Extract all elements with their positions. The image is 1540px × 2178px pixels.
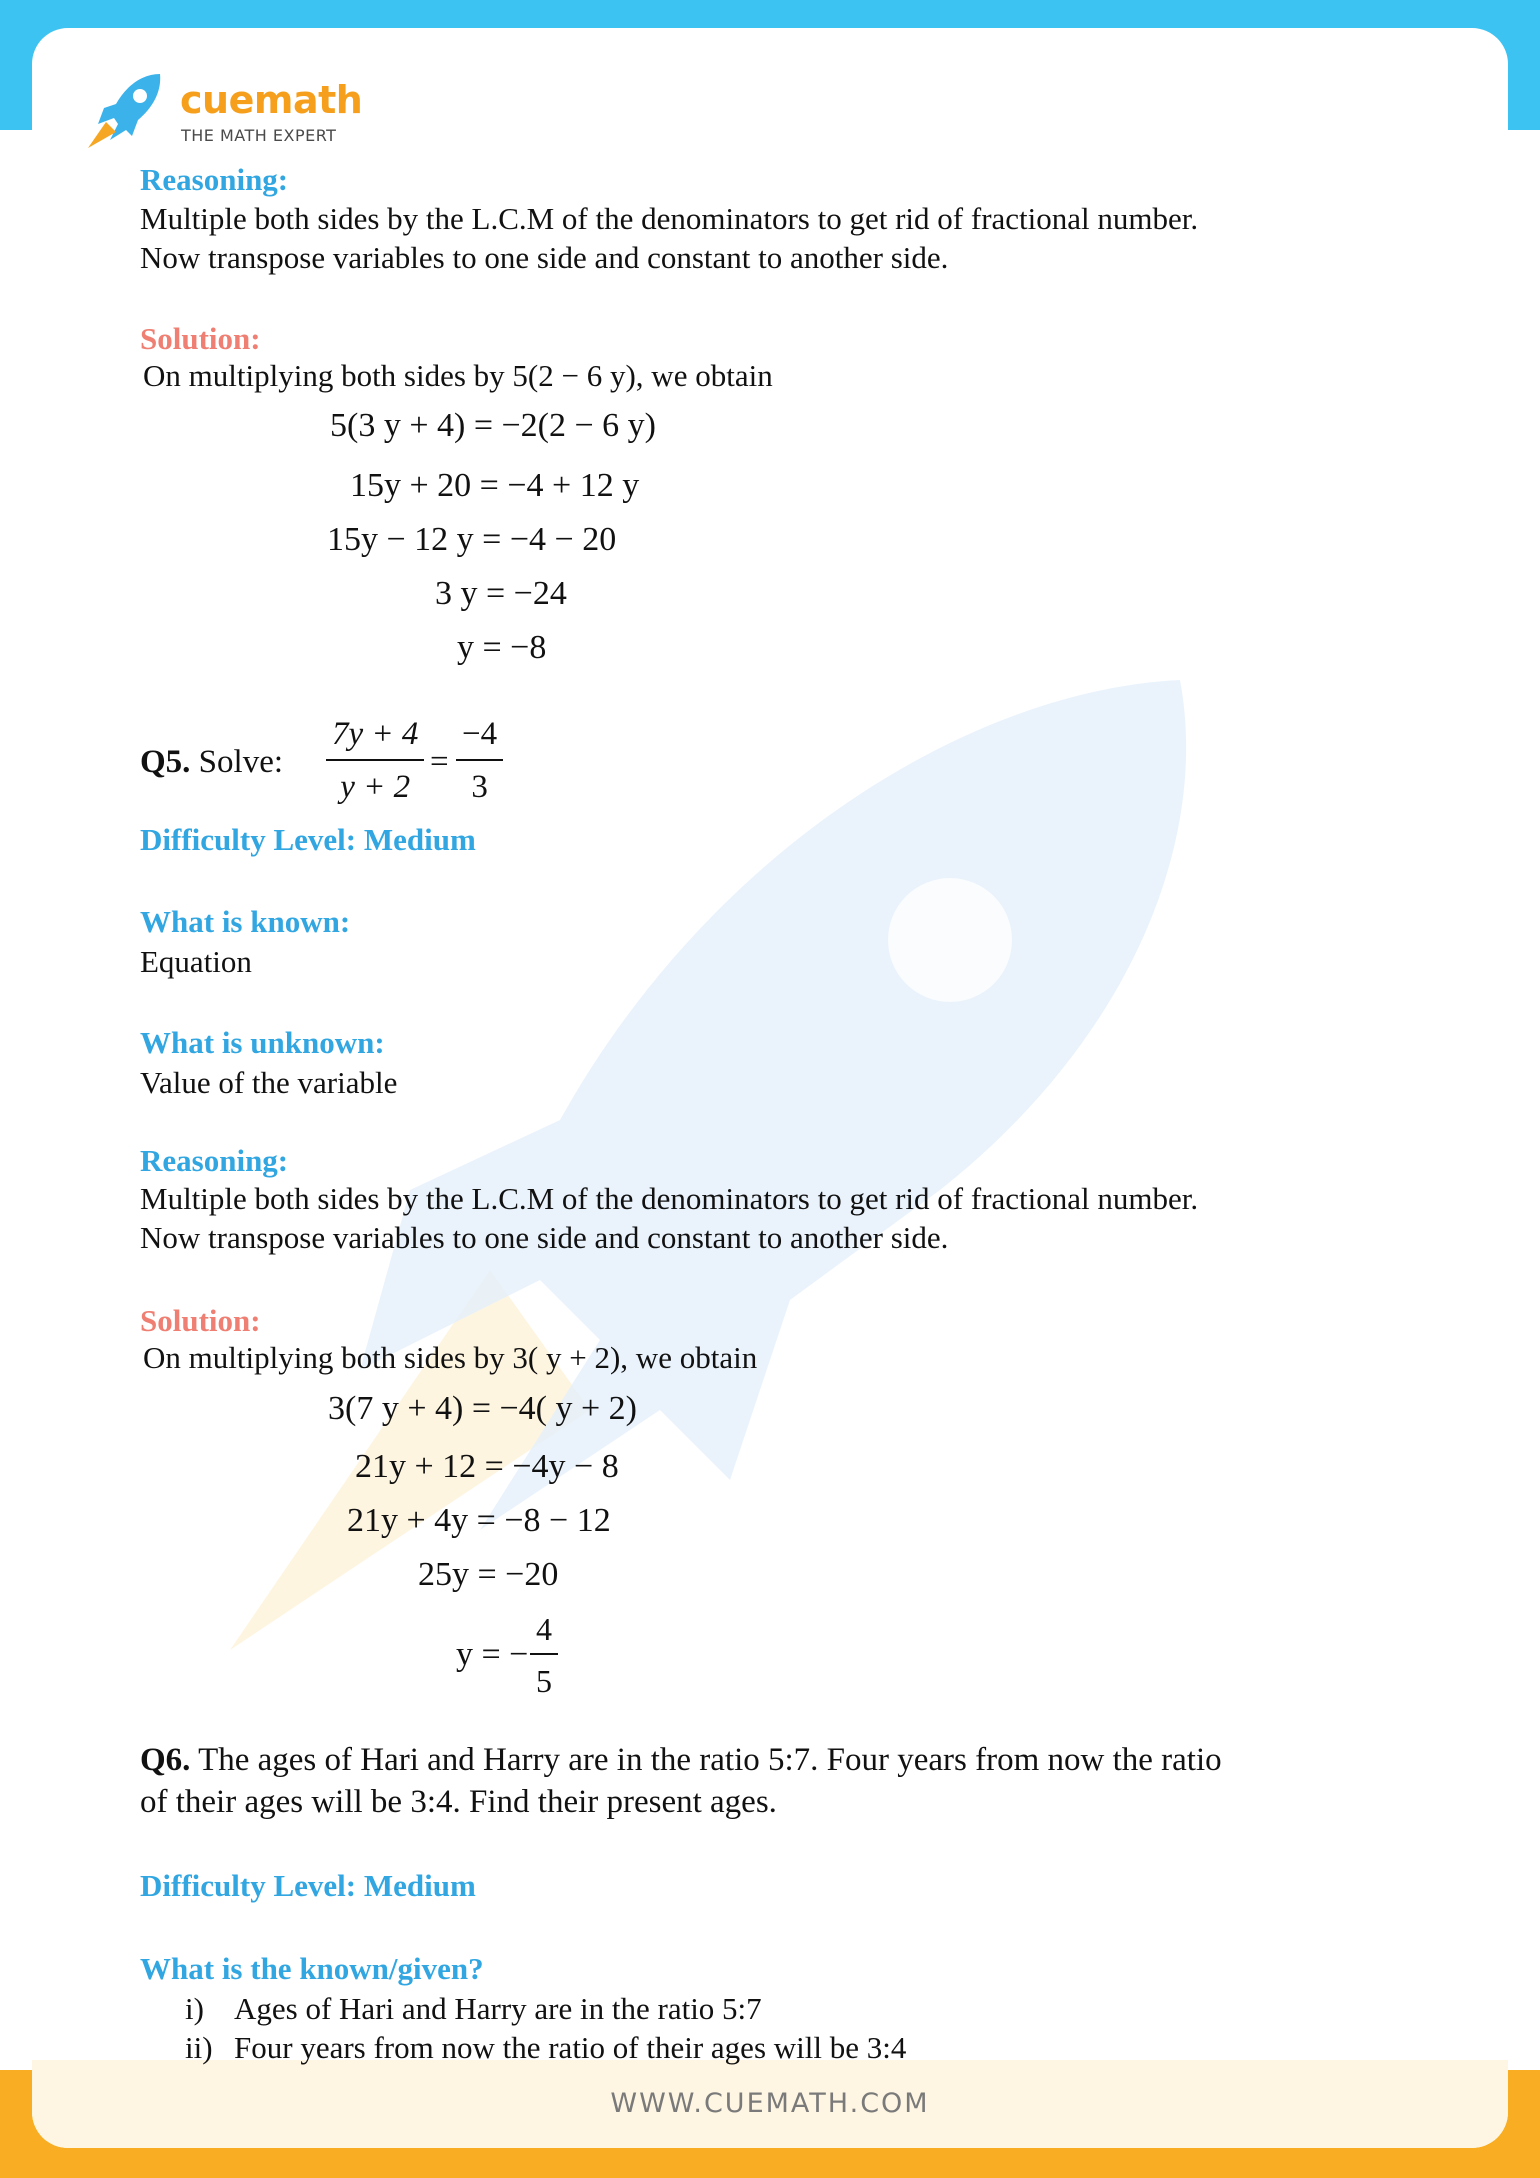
fraction-denominator: y + 2 xyxy=(340,769,411,805)
equation-step: 21y + 12 = −4y − 8 xyxy=(355,1448,619,1485)
equation-step: 25y = −20 xyxy=(418,1556,559,1593)
footer-url[interactable]: WWW.CUEMATH.COM xyxy=(610,2088,930,2119)
question-number: Q6. xyxy=(140,1742,191,1778)
fraction-numerator: 7y + 4 xyxy=(332,716,419,752)
fraction-denominator: 3 xyxy=(471,769,488,805)
equation-step: 3 y = −24 xyxy=(435,575,567,612)
reasoning-heading: Reasoning: xyxy=(140,162,289,197)
equation-step: 15y + 20 = −4 + 12 y xyxy=(350,467,640,504)
result-fraction xyxy=(530,1613,558,1697)
reasoning-text: Now transpose variables to one side and constant to another side. xyxy=(140,1220,949,1255)
question-q5 xyxy=(140,746,283,779)
question-q6 xyxy=(140,1744,1222,1777)
fraction-numerator: 4 xyxy=(536,1611,552,1647)
question-prompt: Solve: xyxy=(198,744,284,780)
fraction-numerator: −4 xyxy=(462,716,498,752)
rhs-fraction xyxy=(456,718,503,804)
list-item: Ages of Hari and Harry are in the ratio 5:7 xyxy=(234,1991,762,2026)
reasoning-text: Multiple both sides by the L.C.M of the denominators to get rid of fractional number. xyxy=(140,201,1199,236)
reasoning-heading: Reasoning: xyxy=(140,1143,289,1178)
reasoning-text: Multiple both sides by the L.C.M of the denominators to get rid of fractional number. xyxy=(140,1181,1199,1216)
question-text: of their ages will be 3:4. Find their present ages. xyxy=(140,1784,777,1820)
equation-step: 21y + 4y = −8 − 12 xyxy=(347,1502,611,1539)
brand-name: cuemath xyxy=(180,78,363,122)
known-heading: What is known: xyxy=(140,904,351,939)
solution-heading: Solution: xyxy=(140,321,261,356)
solution-intro: On multiplying both sides by 5(2 − 6 y), we obtain xyxy=(143,358,773,393)
solution-intro: On multiplying both sides by 3( y + 2), we obtain xyxy=(143,1340,758,1375)
list-item-number: ii) xyxy=(185,2030,213,2065)
solution-heading: Solution: xyxy=(140,1303,261,1338)
known-heading: What is the known/given? xyxy=(140,1951,484,1986)
question-text: The ages of Hari and Harry are in the ratio 5:7. Four years from now the ratio xyxy=(198,1742,1222,1778)
unknown-text: Value of the variable xyxy=(140,1065,398,1100)
question-number: Q5. xyxy=(140,744,191,780)
unknown-heading: What is unknown: xyxy=(140,1025,385,1060)
fraction-denominator: 5 xyxy=(536,1663,552,1699)
reasoning-text: Now transpose variables to one side and constant to another side. xyxy=(140,240,949,275)
equals-sign: = xyxy=(430,744,449,780)
equation-step: 15y − 12 y = −4 − 20 xyxy=(327,521,617,558)
equation-step: 5(3 y + 4) = −2(2 − 6 y) xyxy=(330,407,656,444)
brand-tagline: THE MATH EXPERT xyxy=(181,126,337,145)
known-text: Equation xyxy=(140,944,252,979)
list-item-number: i) xyxy=(185,1991,204,2026)
equation-step: 3(7 y + 4) = −4( y + 2) xyxy=(328,1390,637,1427)
difficulty-level: Difficulty Level: Medium xyxy=(140,1868,476,1903)
equation-step: y = − xyxy=(456,1636,529,1673)
list-item: Four years from now the ratio of their ages will be 3:4 xyxy=(234,2030,907,2065)
rocket-watermark-icon xyxy=(230,650,1250,1700)
difficulty-level: Difficulty Level: Medium xyxy=(140,822,476,857)
equation-step: y = −8 xyxy=(457,629,547,666)
lhs-fraction xyxy=(326,718,424,804)
cuemath-rocket-logo-icon xyxy=(86,70,176,150)
